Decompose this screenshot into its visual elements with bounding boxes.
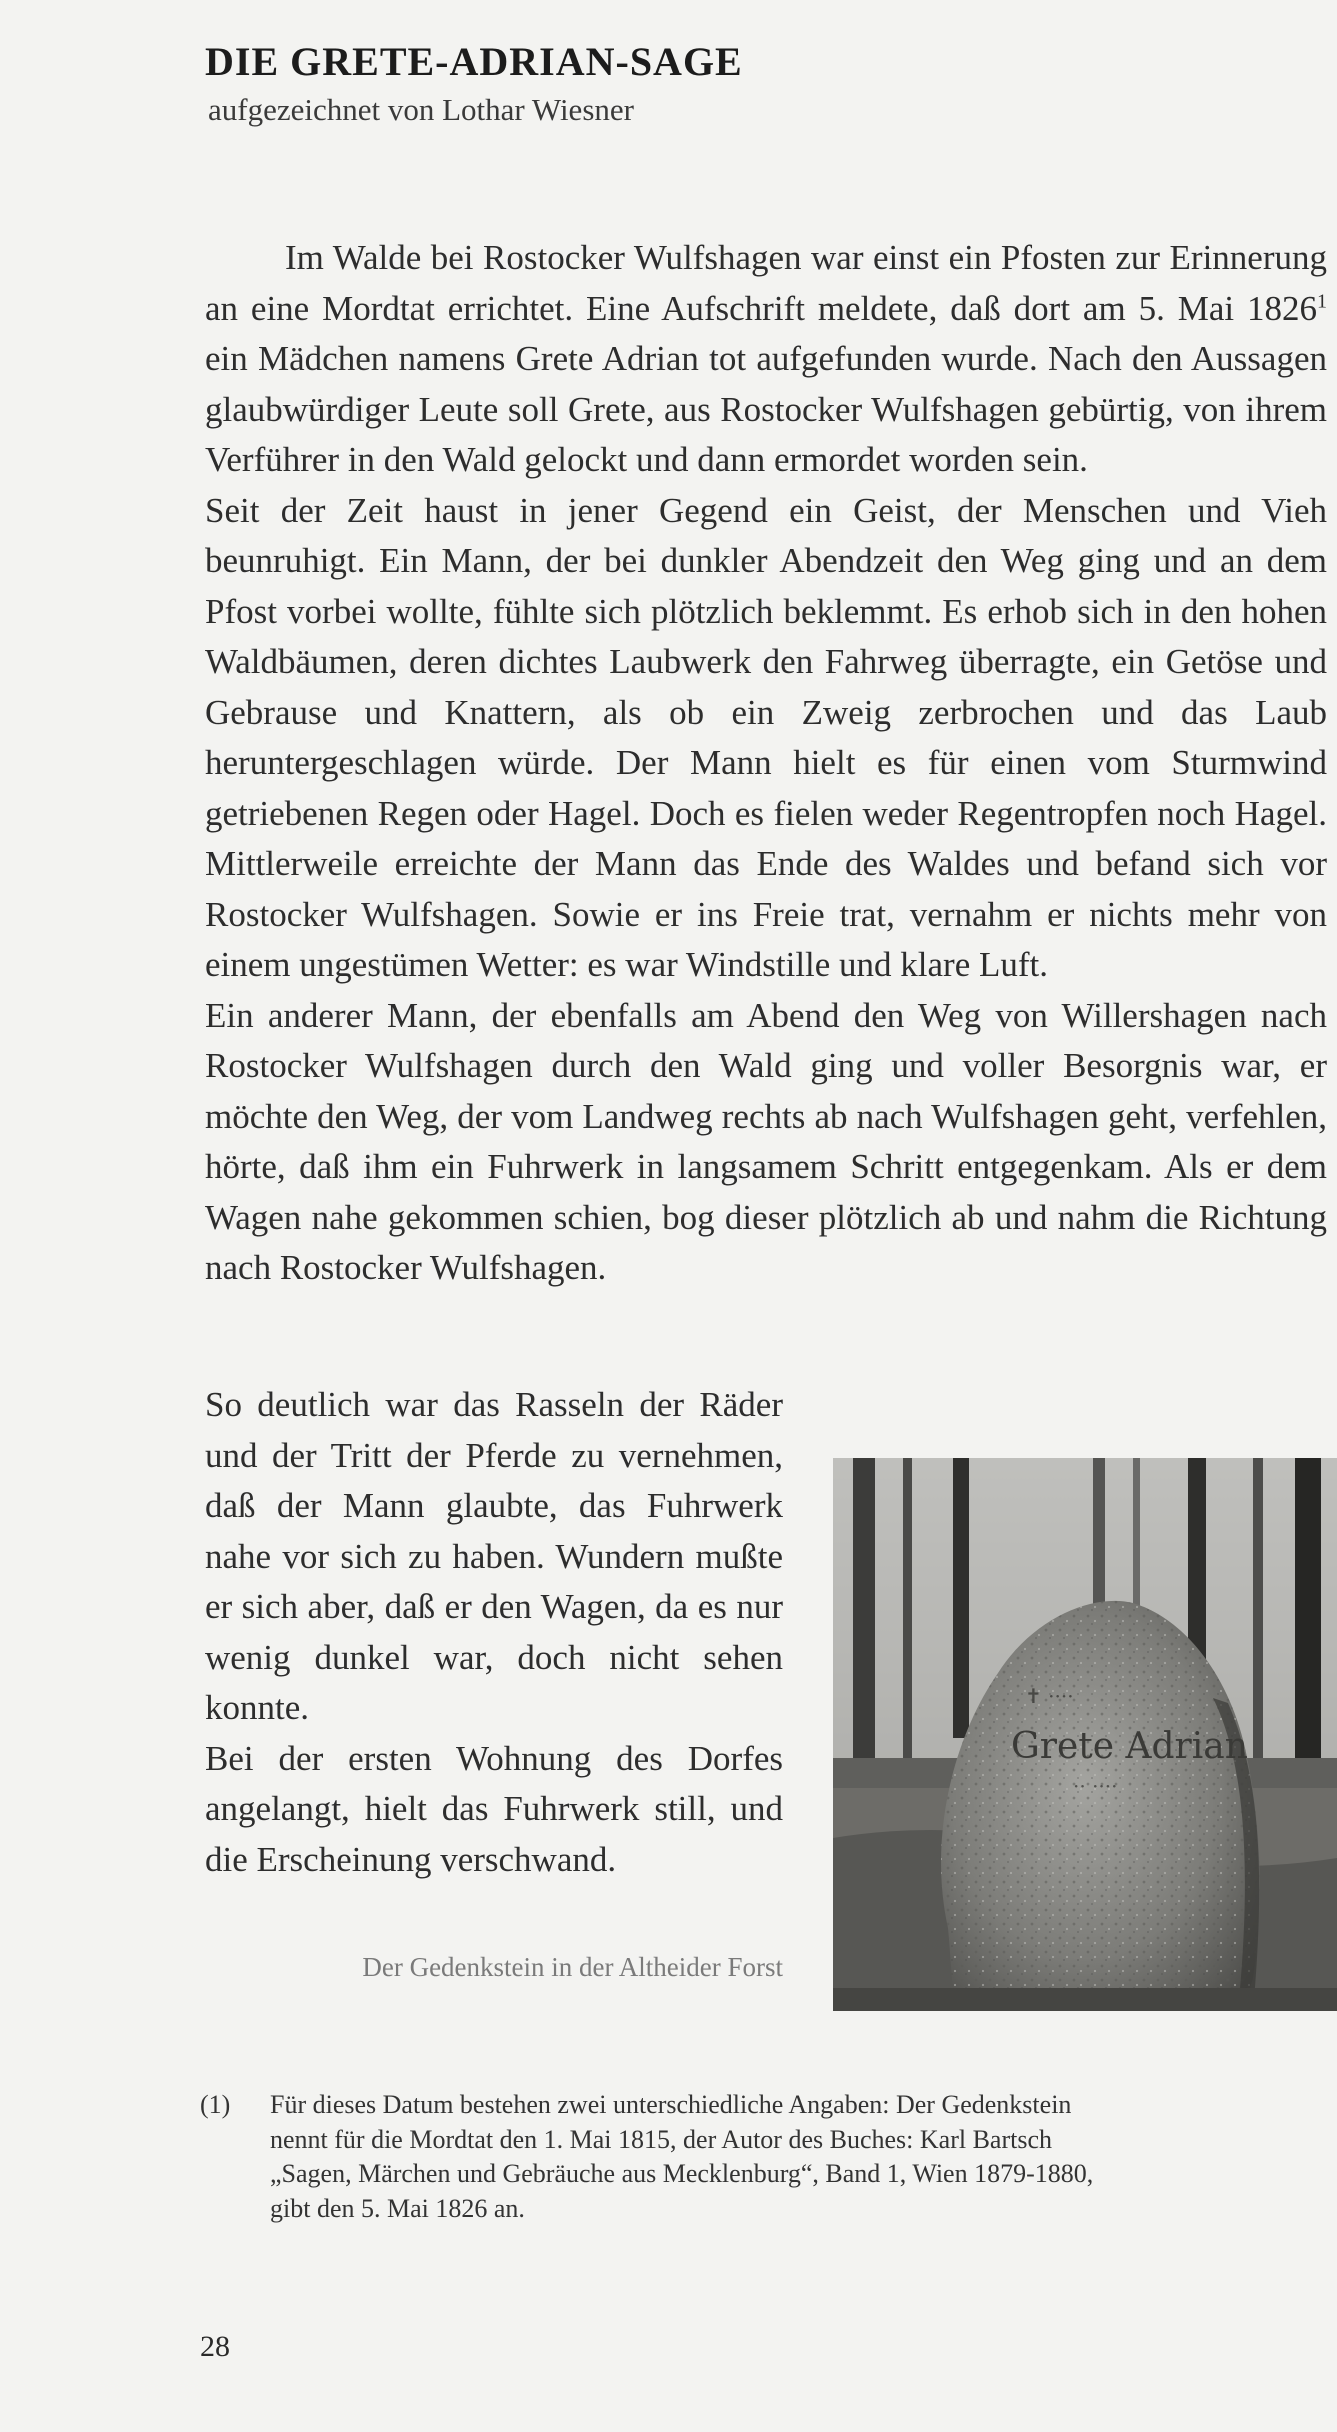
story-body <box>205 233 1327 1294</box>
footnote-marker: (1) <box>200 2090 231 2119</box>
memorial-stone-illustration <box>833 1458 1337 2011</box>
photo-caption: Der Gedenkstein in der Altheider Forst <box>362 1952 783 1982</box>
paragraph-1-start: Im Walde bei Rostocker Wulfshagen war einst ein Pfosten zur Erinnerung an eine Mordtat errichtet. Eine Aufschrift meldete, daß dort am 5. Mai 1826 <box>205 238 1327 328</box>
paragraph-4: So deutlich war das Rasseln der Räder und der Tritt der Pferde zu vernehmen, daß der Mann glaubte, das Fuhrwerk nahe vor sich zu haben. Wundern mußte er sich aber, daß er den Wagen, da es nur wenig dunkel war, doch nicht sehen konnte. <box>205 1385 783 1727</box>
paragraph-3: Ein anderer Mann, der ebenfalls am Abend den Weg von Willershagen nach Rostocker Wulfshagen durch den Wald ging und voller Besorgnis war, er möchte den Weg, der vom Landweg rechts ab nach Wulfshagen geht, verfehlen, hörte, daß ihm ein Fuhrwerk in langsamem Schritt entgegenkam. Als er dem Wagen nahe gekommen schien, bog dieser plötzlich ab und nahm die Richtung nach Rostocker Wulfshagen. <box>205 995 1327 1287</box>
page-title: DIE GRETE-ADRIAN-SAGE <box>205 39 743 84</box>
stone-inscription: Grete Adrian <box>1011 1726 1248 1767</box>
footnote-reference: 1 <box>1317 289 1327 312</box>
footnote <box>200 2088 1310 2226</box>
footnote-line: Für dieses Datum bestehen zwei unterschiedliche Angaben: Der Gedenkstein <box>270 2090 1072 2119</box>
memorial-stone-photo <box>833 1458 1337 2011</box>
footnote-line: nennt für die Mordtat den 1. Mai 1815, der Autor des Buches: Karl Bartsch <box>270 2124 1052 2154</box>
footnote-line: gibt den 5. Mai 1826 an. <box>270 2193 525 2223</box>
paragraph-1 <box>205 233 1327 486</box>
paragraph-2: Seit der Zeit haust in jener Gegend ein Geist, der Menschen und Vieh beunruhigt. Ein Mann, der bei dunkler Abendzeit den Weg ging und an dem Pfost vorbei wollte, fühlte sich plötzlich beklemmt. Es erhob sich in den hohen Waldbäumen, deren dichtes Laubwerk den Fahrweg überragte, ein Getöse und Gebrause und Knattern, als ob ein Zweig zerbrochen und das Laub heruntergeschlagen würde. Der Mann hielt es für einen vom Sturmwind getriebenen Regen oder Hagel. Doch es fielen weder Regentropfen noch Hagel. Mittlerweile erreichte der Mann das Ende des Waldes und befand sich vor Rostocker Wulfshagen. Sowie er ins Freie trat, vernahm er nichts mehr von einem ungestümen Wetter: es war Windstille und klare Luft. <box>205 490 1327 984</box>
page-number: 28 <box>200 2330 230 2363</box>
paragraph-1-end: ein Mädchen namens Grete Adrian tot aufgefunden wurde. Nach den Aussagen glaubwürdiger Leute soll Grete, aus Rostocker Wulfshagen gebürtig, von ihrem Verführer in den Wald gelockt und dann ermordet worden sein. <box>205 339 1327 479</box>
story-body-continued <box>205 1380 783 1885</box>
stone-inscription-line-1: ✝ ···· <box>1025 1684 1074 1708</box>
stone-inscription-line-3: ·· ···· <box>1073 1774 1118 1798</box>
page-subtitle: aufgezeichnet von Lothar Wiesner <box>208 92 634 127</box>
footnote-text <box>270 2088 1310 2226</box>
footnote-line: „Sagen, Märchen und Gebräuche aus Mecklenburg“, Band 1, Wien 1879-1880, <box>270 2159 1094 2188</box>
paragraph-5: Bei der ersten Wohnung des Dorfes angelangt, hielt das Fuhrwerk still, und die Erscheinung verschwand. <box>205 1738 783 1879</box>
